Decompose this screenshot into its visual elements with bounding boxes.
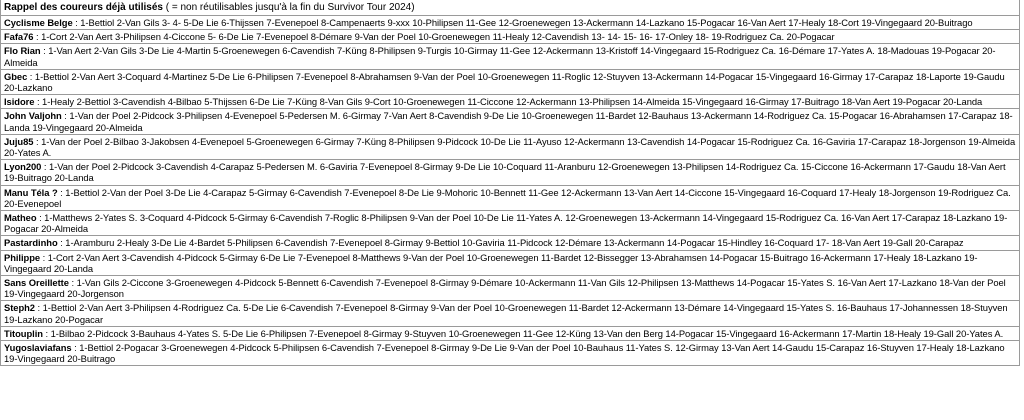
player-name: Pastardinho: [4, 237, 58, 249]
table-cell[interactable]: [1, 185, 1020, 210]
player-name: Fafa76: [4, 31, 34, 43]
table-row: [1, 185, 1020, 210]
riders-list: : 1-Aramburu 2-Healy 3-De Lie 4-Bardet 5-Philipsen 6-Cavendish 7-Evenepoel 8-Girmay 9-Bettiol 10-Gaviria 11-Pidcock 12-Démare 13-Ackermann 14-Pogacar 15-Hindley 16-Coquard 17- 18-Van Aert 19-Gall 20-Carapaz: [57, 237, 964, 249]
table-cell[interactable]: [1, 341, 1020, 366]
player-name: Manu Téla ?: [4, 186, 58, 198]
sheet-title-bold: Rappel des coureurs déjà utilisés: [4, 2, 163, 13]
table-row: [1, 301, 1020, 326]
table-cell[interactable]: [1, 250, 1020, 275]
riders-list: : 1-Bettiol 2-Van Aert 3-Philipsen 4-Rodriguez Ca. 5-De Lie 6-Cavendish 7-Evenepoel 8-Girmay 9-Van der Poel 10-Groenewegen 11-Bardet 12-Ackermann 13-Démare 14-Vingegaard 15-Yates S. 16-Bauhaus 17-Johannessen 18-Stuyven 19-Lazkano 20-Pogacar: [4, 302, 1008, 325]
player-name: Gbec: [4, 70, 28, 82]
sheet-title-note: ( = non réutilisables jusqu'à la fin du Survivor Tour 2024): [162, 2, 415, 13]
table-row: [1, 69, 1020, 94]
table-row: [1, 276, 1020, 301]
table-cell[interactable]: [1, 160, 1020, 185]
riders-list: : 1-Healy 2-Bettiol 3-Cavendish 4-Bilbao 5-Thijssen 6-De Lie 7-Küng 8-Van Gils 9-Cort 10-Groenewegen 11-Ciccone 12-Ackermann 13-Philipsen 14-Almeida 15-Vingegaard 16-Girmay 17-Buitrago 18-Van Aert 19-Pogacar 20-Landa: [34, 96, 983, 108]
table-cell[interactable]: [1, 236, 1020, 250]
riders-list: : 1-Bettiol 2-Van Aert 3-Coquard 4-Martinez 5-De Lie 6-Philipsen 7-Evenepoel 8-Abrahamsen 9-Van der Poel 10-Groenewegen 11-Roglic 12-Stuyven 13-Ackermann 14-Pogacar 15-Vingegaard 16-Girmay 17-Carapaz 18-Laporte 19-Gaudu 20-Lazkano: [4, 70, 1005, 94]
table-row: [1, 211, 1020, 236]
player-name: Philippe: [4, 251, 41, 263]
table-cell[interactable]: [1, 30, 1020, 44]
riders-list: : 1-Cort 2-Van Aert 3-Philipsen 4-Ciccone 5- 6-De Lie 7-Evenepoel 8-Démare 9-Van der Poel 10-Groenewegen 11-Healy 12-Cavendish 13- 14- 15- 16- 17-Onley 18- 19-Rodriguez Ca. 20-Pogacar: [33, 31, 835, 43]
table-row: [1, 341, 1020, 366]
riders-list: : 1-Bettiol 2-Pogacar 3-Groenewegen 4-Pidcock 5-Philipsen 6-Cavendish 7-Evenepoel 8-Girmay 9-De Lie 9-Van der Poel 10-Bauhaus 11-Yates S. 12-Girmay 13-Van Aert 14-Gaudu 15-Carapaz 16-Stuyven 17-Healy 18-Lazkano 19-Vingegaard 20-Buitrago: [4, 342, 1005, 365]
table-cell[interactable]: [1, 109, 1020, 134]
riders-list: : 1-Van der Poel 2-Bilbao 3-Jakobsen 4-Evenepoel 5-Groenewegen 6-Girmay 7-Küng 8-Philipsen 9-Pidcock 10-De Lie 11-Ayuso 12-Ackermann 13-Cavendish 14-Pogacar 15-Rodriguez Ca. 16-Gaviria 17-Carapaz 18-Jorgenson 19-Almeida 20-Yates A.: [4, 135, 1016, 159]
riders-list: : 1-Cort 2-Van Aert 3-Cavendish 4-Pidcock 5-Girmay 6-De Lie 7-Evenepoel 8-Matthews 9-Van der Poel 10-Groenewegen 11-Bardet 12-Bissegger 13-Abrahamsen 14-Pogacar 15-Buitrago 16-Ackermann 17-Healy 18-Lazkano 19-Vingegaard 20-Landa: [4, 251, 978, 274]
player-name: Matheo: [4, 212, 37, 224]
table-row: [1, 30, 1020, 44]
table-row: [1, 160, 1020, 185]
table-cell[interactable]: [1, 211, 1020, 236]
table-cell[interactable]: [1, 134, 1020, 159]
table-row: [1, 134, 1020, 159]
riders-list: : 1-Bettiol 2-Van Gils 3- 4- 5-De Lie 6-Thijssen 7-Evenepoel 8-Campenaerts 9-xxx 10-Philipsen 11-Gee 12-Groenewegen 13-Ackermann 14-Lazkano 15-Pogacar 16-Van Aert 17-Healy 18-Cort 19-Vingegaard 20-Buitrago: [72, 17, 973, 28]
sheet-title: [0, 0, 1020, 16]
table-row: [1, 44, 1020, 69]
player-name: Juju85: [4, 135, 34, 147]
table-cell[interactable]: [1, 95, 1020, 109]
player-name: Yugoslaviafans: [4, 342, 72, 354]
riders-list: : 1-Bilbao 2-Pidcock 3-Bauhaus 4-Yates S. 5-De Lie 6-Philipsen 7-Evenepoel 8-Girmay 9-Stuyven 10-Groenewegen 11-Gee 12-Küng 13-Van den Berg 14-Pogacar 15-Vingegaard 16-Ackermann 17-Martin 18-Healy 19-Gall 20-Yates A.: [42, 327, 1004, 339]
player-name: Isidore: [4, 96, 35, 108]
player-name: Cyclisme Belge: [4, 17, 73, 28]
riders-list: : 1-Van der Poel 2-Pidcock 3-Cavendish 4-Carapaz 5-Pedersen M. 6-Gaviria 7-Evenepoel 8-Girmay 9-De Lie 10-Coquard 11-Aranburu 12-Groenewegen 13-Philipsen 14-Rodriguez Ca. 15-Ciccone 16-Ackermann 17-Gaudu 18-Van Aert 19-Buitrago 20-Landa: [4, 161, 1006, 184]
riders-list: : 1-Matthews 2-Yates S. 3-Coquard 4-Pidcock 5-Girmay 6-Cavendish 7-Roglic 8-Philipsen 9-Van der Poel 10-De Lie 11-Yates A. 12-Groenewegen 13-Ackermann 14-Vingegaard 15-Rodriguez Ca. 16-Van Aert 17-Carapaz 18-Lazkano 19-Pogacar 20-Almeida: [4, 212, 1008, 235]
table-row: [1, 250, 1020, 275]
table-row: [1, 236, 1020, 250]
player-name: Steph2: [4, 302, 35, 314]
table-cell[interactable]: [1, 69, 1020, 94]
player-name: Flo Rian: [4, 45, 41, 57]
player-name: Sans Oreillette: [4, 277, 69, 289]
table-row: [1, 95, 1020, 109]
table-cell[interactable]: [1, 16, 1020, 30]
player-name: Titouplin: [4, 327, 43, 339]
table-row: [1, 109, 1020, 134]
player-name: Lyon200: [4, 161, 42, 173]
player-name: John Valjohn: [4, 110, 62, 122]
riders-list: : 1-Van Aert 2-Van Gils 3-De Lie 4-Martin 5-Groenewegen 6-Cavendish 7-Küng 8-Philipsen 9-Turgis 10-Girmay 11-Gee 12-Ackermann 13-Kristoff 14-Vingegaard 15-Rodriguez Ca. 16-Démare 17-Yates A. 18-Madouas 19-Pogacar 20-Almeida: [4, 45, 996, 68]
table-row: [1, 326, 1020, 340]
table-cell[interactable]: [1, 301, 1020, 326]
riders-list: : 1-Van Gils 2-Ciccone 3-Groenewegen 4-Pidcock 5-Bennett 6-Cavendish 7-Evenepoel 8-Girmay 9-Démare 10-Ackermann 11-Van Gils 12-Philipsen 13-Matthews 14-Pogacar 15-Yates S. 16-Van Aert 17-Lazkano 18-Van der Poel 19-Vingegaard 20-Jorgenson: [4, 277, 1006, 300]
table-cell[interactable]: [1, 326, 1020, 340]
riders-table: [0, 16, 1020, 366]
table-cell[interactable]: [1, 44, 1020, 69]
riders-list: : 1-Van der Poel 2-Pidcock 3-Philipsen 4-Evenepoel 5-Pedersen M. 6-Girmay 7-Van Aert 8-Cavendish 9-De Lie 10-Groenewegen 11-Bardet 12-Bauhaus 13-Ackermann 14-Rodriguez Ca. 15-Pogacar 16-Abrahamsen 17-Carapaz 18-Landa 19-Vingegaard 20-Almeida: [4, 110, 1013, 133]
riders-list: : 1-Bettiol 2-Van der Poel 3-De Lie 4-Carapaz 5-Girmay 6-Cavendish 7-Evenepoel 8-De Lie 9-Mohoric 10-Bennett 11-Gee 12-Ackermann 13-Van Aert 14-Ciccone 15-Vingegaard 16-Coquard 17-Healy 18-Jorgenson 19-Rodriguez Ca. 20-Evenepoel: [4, 186, 1011, 209]
table-row: [1, 16, 1020, 30]
table-cell[interactable]: [1, 276, 1020, 301]
